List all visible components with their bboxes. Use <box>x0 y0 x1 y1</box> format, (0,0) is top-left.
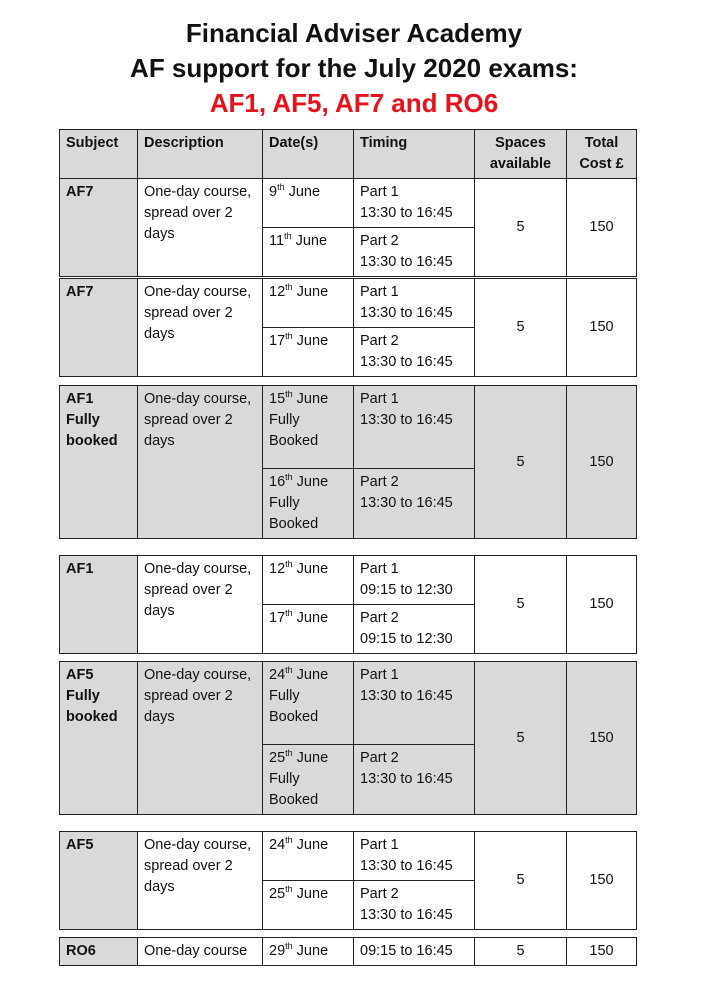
cost-cell: 150 <box>567 832 637 930</box>
timing-cell: Part 1 13:30 to 16:45 <box>354 386 475 469</box>
cost-cell: 150 <box>567 179 637 277</box>
date-cell: 12th June <box>263 556 354 605</box>
spaces-cell: 5 <box>475 179 567 277</box>
header-dates: Date(s) <box>263 130 354 179</box>
header-description: Description <box>138 130 263 179</box>
header-subject: Subject <box>60 130 138 179</box>
timing-cell: Part 2 13:30 to 16:45 <box>354 228 475 277</box>
table-row <box>60 386 637 469</box>
timing-cell: Part 1 13:30 to 16:45 <box>354 832 475 881</box>
date-cell: 25th June Fully Booked <box>263 745 354 815</box>
header-timing: Timing <box>354 130 475 179</box>
table-af1 <box>59 555 637 654</box>
table-header-row <box>60 130 637 179</box>
title-academy: Financial Adviser Academy <box>185 18 523 48</box>
timing-cell: Part 1 13:30 to 16:45 <box>354 662 475 745</box>
subject-cell: AF7 <box>60 279 138 377</box>
timing-cell: Part 1 13:30 to 16:45 <box>354 179 475 228</box>
subject-cell: AF1 Fully booked <box>60 386 138 539</box>
timing-cell: Part 1 13:30 to 16:45 <box>354 279 475 328</box>
date-cell: 16th June Fully Booked <box>263 469 354 539</box>
header-spaces: Spaces available <box>475 130 567 179</box>
description-cell: One-day course, spread over 2 days <box>138 662 263 815</box>
cost-cell: 150 <box>567 386 637 539</box>
timing-cell: Part 2 13:30 to 16:45 <box>354 745 475 815</box>
cost-cell: 150 <box>567 556 637 654</box>
description-cell: One-day course <box>138 938 263 966</box>
table-ro6 <box>59 937 637 966</box>
timing-cell: Part 2 13:30 to 16:45 <box>354 469 475 539</box>
date-cell: 29th June <box>263 938 354 966</box>
date-cell: 25th June <box>263 881 354 930</box>
title-exams: AF support for the July 2020 exams: <box>130 53 578 83</box>
description-cell: One-day course, spread over 2 days <box>138 556 263 654</box>
date-cell: 15th June Fully Booked <box>263 386 354 469</box>
date-cell: 17th June <box>263 605 354 654</box>
table-row <box>60 179 637 228</box>
cost-cell: 150 <box>567 662 637 815</box>
header-cost: Total Cost £ <box>567 130 637 179</box>
table-af5 <box>59 831 637 930</box>
description-cell: One-day course, spread over 2 days <box>138 386 263 539</box>
cost-cell: 150 <box>567 279 637 377</box>
page-header <box>0 16 708 121</box>
subject-cell: AF5 Fully booked <box>60 662 138 815</box>
title-papers: AF1, AF5, AF7 and RO6 <box>209 88 499 118</box>
table-row <box>60 556 637 605</box>
date-cell: 24th June <box>263 832 354 881</box>
timing-cell: Part 2 13:30 to 16:45 <box>354 328 475 377</box>
timing-cell: Part 2 09:15 to 12:30 <box>354 605 475 654</box>
table-af7-2 <box>59 278 637 377</box>
description-cell: One-day course, spread over 2 days <box>138 832 263 930</box>
table-af7-1 <box>59 129 637 277</box>
spaces-cell: 5 <box>475 662 567 815</box>
table-af5-full <box>59 661 637 815</box>
spaces-cell: 5 <box>475 832 567 930</box>
date-cell: 11th June <box>263 228 354 277</box>
spaces-cell: 5 <box>475 556 567 654</box>
description-cell: One-day course, spread over 2 days <box>138 279 263 377</box>
subject-cell: RO6 <box>60 938 138 966</box>
subject-cell: AF1 <box>60 556 138 654</box>
date-cell: 17th June <box>263 328 354 377</box>
date-cell: 9th June <box>263 179 354 228</box>
table-row <box>60 832 637 881</box>
cost-cell: 150 <box>567 938 637 966</box>
table-row <box>60 938 637 966</box>
description-cell: One-day course, spread over 2 days <box>138 179 263 277</box>
date-cell: 24th June Fully Booked <box>263 662 354 745</box>
spaces-cell: 5 <box>475 938 567 966</box>
timing-cell: Part 2 13:30 to 16:45 <box>354 881 475 930</box>
spaces-cell: 5 <box>475 279 567 377</box>
table-row <box>60 662 637 745</box>
table-row <box>60 279 637 328</box>
timing-cell: 09:15 to 16:45 <box>354 938 475 966</box>
spaces-cell: 5 <box>475 386 567 539</box>
date-cell: 12th June <box>263 279 354 328</box>
subject-cell: AF5 <box>60 832 138 930</box>
table-af1-full <box>59 385 637 539</box>
timing-cell: Part 1 09:15 to 12:30 <box>354 556 475 605</box>
subject-cell: AF7 <box>60 179 138 277</box>
